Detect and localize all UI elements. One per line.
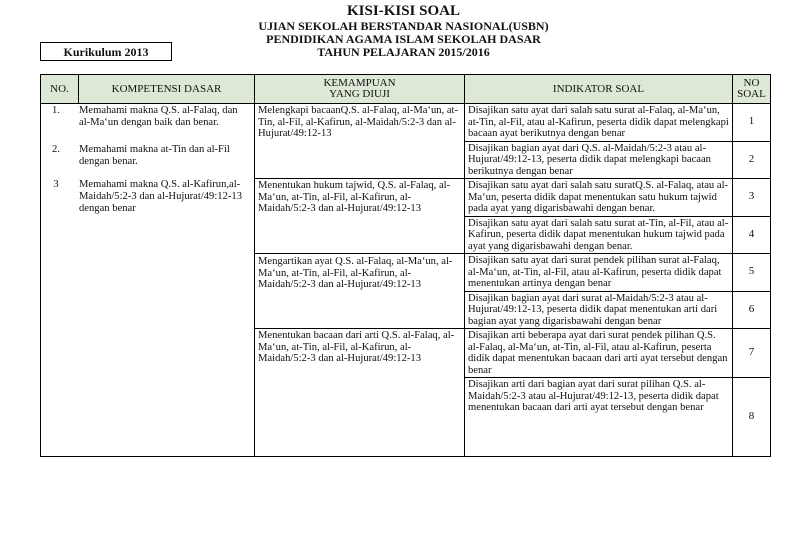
- header-kemampuan-line1: KEMAMPUAN: [323, 77, 396, 89]
- header-nosoal-line2: SOAL: [737, 88, 766, 100]
- no-soal-cell: 7: [733, 329, 771, 378]
- kemampuan-cell: Menentukan hukum tajwid, Q.S. al-Falaq, al-Ma‘un, at-Tin, al-Fil, al-Kafirun, al-Maidah/5:2-3 dan al-Hujurat/49:12-13: [255, 179, 465, 254]
- indikator-cell: Disajikan satu ayat dari surat pendek pilihan surat al-Falaq, al-Ma‘un, at-Tin, al-Fil, atau al-Kafirun, peserta didik dapat menentukan artinya dengan benar: [465, 254, 733, 292]
- kd-number: 3: [53, 179, 59, 191]
- indikator-cell: Disajikan arti dari bagian ayat dari surat pilihan Q.S. al-Maidah/5:2-3 atau al-Hujurat/49:12-13, peserta didik dapat menentukan bacaan dari arti ayat tersebut dengan benar: [465, 378, 733, 457]
- header-nosoal-line1: NO: [743, 77, 760, 89]
- subject-name: PENDIDIKAN AGAMA ISLAM SEKOLAH DASAR: [266, 32, 541, 46]
- header-indikator: INDIKATOR SOAL: [465, 75, 733, 104]
- indikator-cell: Disajikan arti beberapa ayat dari surat pendek pilihan Q.S. al-Falaq, al-Ma‘un, at-Tin, al-Fil, atau al-Kafirun, peserta didik dapat menentukan bacaan dari arti ayat tersebut dengan benar: [465, 329, 733, 378]
- kemampuan-cell: Melengkapi bacaanQ.S. al-Falaq, al-Ma‘un, at-Tin, al-Fil, al-Kafirun, al-Maidah/5:2-3 dan al-Hujurat/49:12-13: [255, 104, 465, 179]
- curriculum-box: Kurikulum 2013: [40, 42, 172, 61]
- kd-text: Memahami makna Q.S. al-Kafirun,al-Maidah/5:2-3 dan al-Hujurat/49:12-13 dengan benar: [79, 179, 242, 214]
- no-soal-cell: 4: [733, 216, 771, 254]
- header-kemampuan-line2: YANG DIUJI: [329, 88, 390, 100]
- kd-number: 2.: [52, 144, 60, 156]
- indikator-cell: Disajikan bagian ayat dari Q.S. al-Maidah/5:2-3 atau al-Hujurat/49:12-13, peserta didik dapat melengkapi bacaan berikutnya dengan benar: [465, 141, 733, 179]
- document-title: KISI-KISI SOAL: [347, 3, 460, 19]
- school-year: TAHUN PELAJARAN 2015/2016: [317, 45, 490, 59]
- kompetensi-dasar-cell: [41, 104, 255, 457]
- header-kemampuan: [255, 75, 465, 104]
- no-soal-cell: 3: [733, 179, 771, 217]
- indikator-cell: Disajikan satu ayat dari salah satu suratQ.S. al-Falaq, atau al-Ma‘un, peserta didik dapat menentukan satu hukum tajwid pada ayat yang digarisbawahi dengan benar.: [465, 179, 733, 217]
- kemampuan-cell: Mengartikan ayat Q.S. al-Falaq, al-Ma‘un, al-Ma‘un, at-Tin, al-Fil, al-Kafirun, al-Maidah/5:2-3 dan al-Hujurat/49:12-13: [255, 254, 465, 329]
- kd-item: [41, 144, 251, 167]
- no-soal-cell: 8: [733, 378, 771, 457]
- indikator-cell: Disajikan bagian ayat dari surat al-Maidah/5:2-3 atau al-Hujurat/49:12-13, peserta didik dapat menentukan arti dari bagian ayat yang digarisbawahi dengan benar: [465, 291, 733, 329]
- indikator-cell: Disajikan satu ayat dari salah satu surat at-Tin, al-Fil, atau al-Kafirun, peserta didik dapat menentukan hukum tajwid pada ayat yang digarisbawahi dengan benar.: [465, 216, 733, 254]
- no-soal-cell: 5: [733, 254, 771, 292]
- no-soal-cell: 6: [733, 291, 771, 329]
- table-header-row: [41, 75, 771, 104]
- table-row: [41, 104, 771, 142]
- kisi-kisi-table: [40, 74, 771, 457]
- header-no: NO.: [41, 75, 79, 104]
- no-soal-cell: 2: [733, 141, 771, 179]
- header-kompetensi-dasar: KOMPETENSI DASAR: [79, 75, 255, 104]
- kemampuan-cell: Menentukan bacaan dari arti Q.S. al-Falaq, al-Ma‘un, at-Tin, al-Fil, al-Kafirun, al-Maidah/5:2-3 dan al-Hujurat/49:12-13: [255, 329, 465, 457]
- kd-text: Memahami makna Q.S. al-Falaq, dan al-Ma‘un dengan baik dan benar.: [79, 105, 238, 128]
- kd-item: [41, 105, 251, 128]
- no-soal-cell: 1: [733, 104, 771, 142]
- indikator-cell: Disajikan satu ayat dari salah satu surat al-Falaq, al-Ma‘un, at-Tin, al-Fil, atau al-Kafirun, peserta didik dapat melengkapi bacaan ayat berikutnya dengan benar: [465, 104, 733, 142]
- header-no-soal: [733, 75, 771, 104]
- kd-number: 1.: [52, 105, 60, 116]
- exam-name: UJIAN SEKOLAH BERSTANDAR NASIONAL(USBN): [258, 19, 549, 33]
- kd-text: Memahami makna at-Tin dan al-Fil dengan benar.: [79, 144, 230, 167]
- kd-item: [41, 179, 251, 214]
